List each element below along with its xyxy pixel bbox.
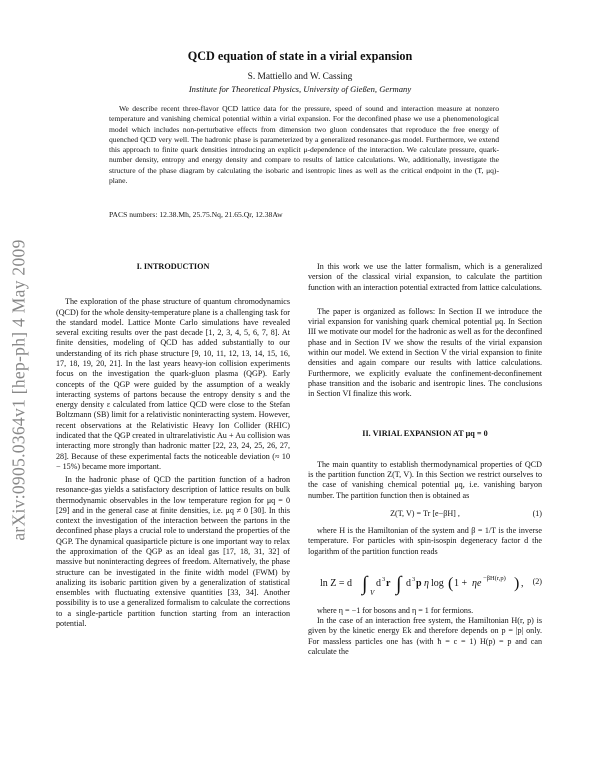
virial-paragraph-4: In the case of an interaction free system, the Hamiltonian H(r, p) is given by the kinetic energy Ek and therefore depends on p = |p| only. For massless particles one has (with ħ = c = 1) H(p) = p and can calculate the (308, 616, 542, 657)
virial-paragraph-1: The main quantity to establish thermodynamical properties of QCD is the partition function Z(T, V). In this Section we restrict ourselves to the case of vanishing chemical potential μq, i.e. vanishing baryon number. The partition function then is obtained as (308, 459, 542, 500)
intro-paragraph-1: The exploration of the phase structure of quantum chromodynamics (QCD) for the whole density-temperature plane is a challenging task for the standard model. Lattice Monte Carlo simulations have revealed several exciting results over the past decade [1, 2, 3, 4, 5, 6, 7, 8]. At finite densities, modeling of QCD has added substantially to our understanding of its rich phase structure [9, 10, 11, 12, 13, 14, 15, 16, 17, 18, 19, 20, 21]. In the last years heavy-ion collision experiments focus on the investigation the quark-gluon plasma (QGP). Early concepts of the QGP were guided by the assumption of a weakly interacting systems of partons because the entropy density s and the energy density ε calculated from lattice QCD were close to the Stefan Boltzmann (SB) limit for a relativistic noninteracting system. However, recent observations at the Relativistic Heavy Ion Collider (RHIC) indicated that the QGP created in ultrarelativistic Au + Au collision was interacting more strongly than hadronic matter [22, 23, 24, 25, 26, 27, 28]. Because of these experimental facts the noticeable deviation (≈ 10 − 15%) became more important. (56, 297, 290, 471)
svg-text:1 +: 1 + (454, 577, 468, 589)
svg-text:V: V (370, 588, 375, 597)
svg-text:ln Z = d: ln Z = d (320, 577, 353, 589)
equation-1-number: (1) (532, 508, 542, 518)
svg-text:3: 3 (382, 575, 386, 583)
equation-2 (308, 565, 542, 599)
left-column (56, 262, 290, 629)
pacs-numbers: PACS numbers: 12.38.Mh, 25.75.Nq, 21.65.Qr, 12.38Aw (109, 210, 283, 219)
virial-paragraph-2: where H is the Hamiltonian of the system and β = 1/T is the inverse temperature. For particles with spin-isospin degeneracy factor d the logarithm of the partition function reads (308, 526, 542, 556)
svg-text:d: d (376, 577, 381, 589)
svg-text:∫: ∫ (362, 572, 368, 595)
svg-text:−βH(r,p): −βH(r,p) (483, 574, 506, 582)
equation-2-number: (2) (532, 576, 542, 586)
paper-authors: S. Mattiello and W. Cassing (247, 72, 353, 82)
equation-2-formula (320, 565, 530, 599)
paper-affiliation: Institute for Theoretical Physics, University of Gießen, Germany (188, 84, 412, 94)
intro-paragraph-4: The paper is organized as follows: In Section II we introduce the virial expansion for vanishing quark chemical potential μq. In Section III we motivate our model for the hadronic as well as for the deconfined phase and in Section IV we show the results of the virial expansion within our model. We extend in Section V the virial expansion to finite densities and again compare our results with lattice calculations. Furthermore, we explicitly evaluate the confinement-deconfinement phase transition and the isobaric and isentropic lines. The conclusions in Section VI finalize this work. (308, 306, 542, 399)
equation-1-body: Z(T, V) = Tr [e−βH] , (390, 508, 460, 518)
right-column (308, 262, 542, 657)
svg-text:(: ( (448, 574, 454, 592)
section-heading-virial-expansion: II. VIRIAL EXPANSION AT μq = 0 (362, 429, 488, 439)
equation-1 (308, 509, 542, 519)
svg-text:r: r (386, 577, 391, 589)
svg-text:ηe: ηe (472, 577, 482, 589)
svg-text:3: 3 (412, 575, 416, 583)
arxiv-identifier: arXiv:0905.0364v1 [hep-ph] 4 May 2009 (8, 239, 29, 541)
intro-paragraph-2: In the hadronic phase of QCD the partition function of a hadron resonance-gas yields a satisfactory description of lattice results on bulk thermodynamic observables in the low temperature region for μq = 0 [29] and in the general case at finite densities, i.e. μq ≠ 0 [30]. In this context the investigation of the interaction between the partons in the deconfined phase plays a crucial role to understand the properties of the QGP. The dynamical quasiparticle picture is one important way to relax the approximation of the QGP as an ideal gas [17, 18, 31, 32] of massive but noninteracting degrees of freedom. Alternatively, the phase structure can be investigated in the finite width model (FWM) by analizing its isobaric partition given by a generalization of statistical ensembles with fluctuating extensive quantities [33, 34]. Another possibility is to use a generalized formalism to calculate the corrections to a single-particle partition function starting from an interaction potential. (56, 475, 290, 628)
svg-text:∫: ∫ (396, 572, 402, 595)
svg-text:d: d (406, 577, 411, 589)
paper-title: QCD equation of state in a virial expansion (187, 49, 413, 63)
svg-text:log: log (431, 577, 444, 589)
svg-text:,: , (521, 577, 524, 589)
abstract: We describe recent three-flavor QCD lattice data for the pressure, speed of sound and interaction measure at nonzero temperature and vanishing chemical potential within a virial expansion. For the deconfined phase we use a phenomenological model which includes non-perturbative effects from dimension two gluon condensates that reproduce the free energy of quenched QCD very well. The hadronic phase is parameterized by a generalized resonance-gas model. Furthermore, we extend this approach to finite quark densities introducing an explicit μ-dependence of the interaction. We calculate pressure, quark-number density, entropy and energy density and compare to results of lattice calculations. We, additionally, investigate the structure of the phase diagram by calculating the isobaric and isentropic lines as well as the critical endpoint in the (T, μq)-plane. (109, 104, 499, 185)
svg-text:): ) (514, 574, 520, 592)
section-heading-introduction: I. INTRODUCTION (136, 262, 210, 271)
arxiv-sidebar (2, 190, 36, 590)
svg-text:p: p (416, 577, 422, 589)
svg-text:η: η (424, 577, 429, 589)
intro-paragraph-3: In this work we use the latter formalism, which is a generalized version of the classical virial expansion, to calculate the partition function with an interaction potential extracted from lattice calculations. (308, 262, 542, 292)
virial-paragraph-3: where η = −1 for bosons and η = 1 for fermions. (317, 605, 474, 615)
